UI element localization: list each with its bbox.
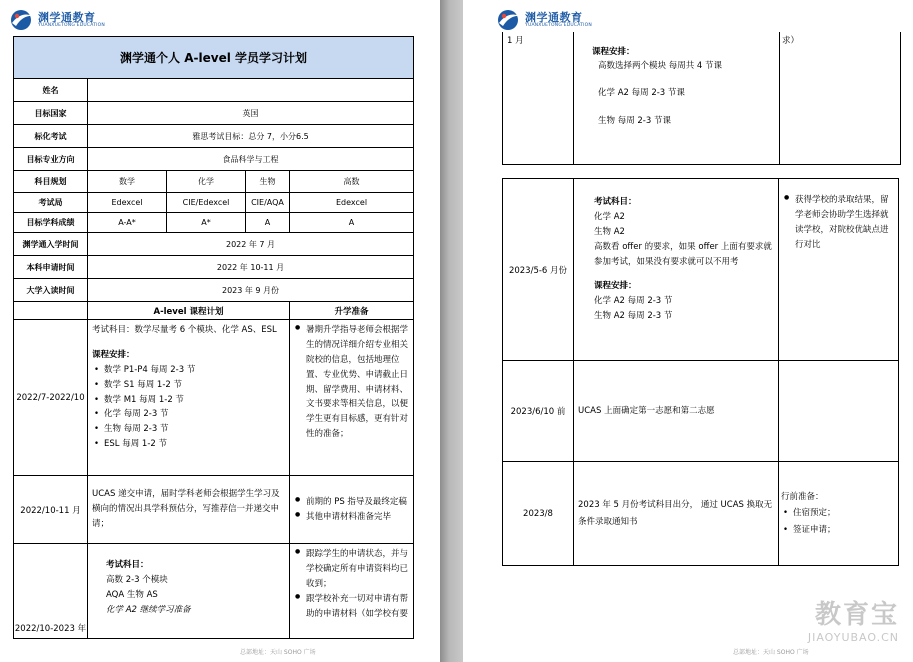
period-date: 2023/8 [503, 462, 574, 566]
info-label-name: 姓名 [14, 79, 88, 102]
course-plan-header: A-level 课程计划 [88, 302, 290, 320]
list-item: 化学 A2 每周 2-3 节 [594, 296, 673, 307]
period-date: 2022/10-11 月 [14, 476, 88, 544]
info-value-standard-test: 雅思考试目标：总分 7，小分6.5 [88, 125, 414, 148]
period-course-plan [574, 32, 780, 164]
brand-name: 渊学通教育 [38, 10, 96, 24]
watermark [808, 594, 899, 644]
study-plan-table-continued [502, 178, 899, 566]
period-admission-prep: 求） [780, 32, 901, 164]
list-item: 化学 A2 每周 2-3 节课 [598, 88, 685, 99]
watermark-cn: 教育宝 [814, 600, 899, 630]
offer-note: 高数看 offer 的要求，如果 offer 上面有要求就参加考试，如果没有要求就可以不用考 [594, 241, 772, 267]
period-date: 2023/5-6 月份 [503, 179, 574, 361]
period-date: 1 月 [503, 32, 574, 164]
prep-title: 行前准备： [781, 492, 824, 503]
study-plan-table [13, 36, 414, 639]
section-spacer [14, 302, 88, 320]
exam-board-label: 考试局 [14, 193, 88, 213]
list-item: 高数 2-3 个模块 [106, 574, 168, 585]
list-item: ● 跟踪学生的申请状态，并与学校确定所有申请资料均已收到； [294, 547, 409, 592]
period-date: 2023/6/10 前 [503, 361, 574, 462]
info-value-name [88, 79, 414, 102]
period-course-plan: 2023 年 5 月份考试科目出分， 通过 UCAS 换取无条件录取通知书 [574, 462, 779, 566]
exam-board-cell: CIE/Edexcel [167, 193, 246, 213]
period-admission-prep [779, 462, 899, 566]
target-grade-cell: A [290, 213, 414, 233]
brand-name: 渊学通教育 [525, 10, 583, 24]
target-grade-cell: A-A* [88, 213, 167, 233]
exam-title: 考试科目： [106, 560, 149, 570]
page-gutter [440, 0, 463, 662]
date-value-enrolment: 2022 年 7 月 [88, 233, 414, 256]
list-item: 化学 A2 继续学习准备 [106, 604, 191, 615]
list-item: • ESL 每周 1-2 节 [92, 437, 285, 452]
list-item: • 住宿预定； [781, 505, 894, 521]
list-item: ● 暑期升学指导老师会根据学生的情况详细介绍专业相关院校的信息，包括地理位置、专业优势、申请截止日期、留学费用、申请材料、文书要求等相关信息，以便学生更有目标感，更有针对性的准备； [294, 323, 409, 442]
exam-title: 考试科目： [594, 197, 637, 207]
brand-logo-icon [8, 8, 35, 32]
list-item: 高数选择两个模块 每周共 4 节课 [598, 60, 723, 71]
list-item: 生物 A2 [594, 226, 625, 237]
info-value-target-country: 英国 [88, 102, 414, 125]
period-admission-prep [779, 361, 899, 462]
period-admission-prep [290, 476, 414, 544]
list-item: ● 前期的 PS 指导及最终定稿 [294, 495, 409, 510]
list-item: ● 跟学校补充一切对申请有帮助的申请材料（如学校有要 [294, 592, 409, 622]
exam-board-cell: CIE/AQA [246, 193, 290, 213]
info-label-target-major: 目标专业方向 [14, 148, 88, 171]
period-course-plan [574, 179, 779, 361]
subject-cell: 高数 [290, 171, 414, 193]
brand-logo [495, 8, 592, 32]
period-course-plan [88, 320, 290, 476]
admission-prep-header: 升学准备 [290, 302, 414, 320]
watermark-en: JIAOYUBAO.CN [807, 631, 899, 644]
subject-cell: 生物 [246, 171, 290, 193]
info-label-target-country: 目标国家 [14, 102, 88, 125]
course-list [92, 363, 285, 452]
brand-logo-icon [495, 8, 522, 32]
period-date: 2022/7-2022/10 [14, 320, 88, 476]
list-item: ● 获得学校的录取结果，留学老师会协助学生选择就读学校，对院校优缺点进行对比 [783, 193, 894, 253]
schedule-title: 课程安排： [592, 47, 635, 57]
exam-board-cell: Edexcel [88, 193, 167, 213]
document-page-right [463, 0, 913, 662]
list-item: 生物 A2 每周 2-3 节 [594, 311, 673, 322]
list-item: 化学 A2 [594, 211, 625, 222]
brand-logo [8, 8, 105, 32]
list-item: • 签证申请； [781, 522, 894, 538]
date-label-enrolment: 渊学通入学时间 [14, 233, 88, 256]
schedule-title: 课程安排： [92, 349, 135, 360]
period-admission-prep [779, 179, 899, 361]
list-item: • 化学 每周 2-3 节 [92, 407, 285, 422]
subject-plan-label: 科目规划 [14, 171, 88, 193]
info-label-standard-test: 标化考试 [14, 125, 88, 148]
exam-subjects: 考试科目：数学尽量考 6 个模块、化学 AS、ESL [92, 325, 277, 335]
period-date: 2022/10-2023 年 [14, 544, 88, 639]
period-course-plan [88, 544, 290, 639]
document-page-left [0, 0, 440, 662]
brand-name-en: YUANXUETONG EDUCATION [525, 22, 592, 28]
period-course-plan: UCAS 上面确定第一志愿和第二志愿 [574, 361, 779, 462]
target-grade-cell: A* [167, 213, 246, 233]
info-value-target-major: 食品科学与工程 [88, 148, 414, 171]
date-label-application: 本科申请时间 [14, 256, 88, 279]
list-item: • 数学 M1 每周 1-2 节 [92, 393, 285, 408]
list-item: 生物 每周 2-3 节课 [598, 115, 671, 126]
target-grade-cell: A [246, 213, 290, 233]
date-label-university-start: 大学入读时间 [14, 279, 88, 302]
page-footer: 总部地址：天山 SOHO 广场 [733, 649, 809, 656]
period-admission-prep [290, 320, 414, 476]
list-item: • 数学 S1 每周 1-2 节 [92, 378, 285, 393]
page-footer: 总部地址：天山 SOHO 广场 [240, 649, 316, 656]
list-item: • 数学 P1-P4 每周 2-3 节 [92, 363, 285, 378]
list-item: AQA 生物 AS [106, 589, 158, 600]
brand-name-en: YUANXUETONG EDUCATION [38, 22, 105, 28]
date-value-application: 2022 年 10-11 月 [88, 256, 414, 279]
exam-board-cell: Edexcel [290, 193, 414, 213]
period-admission-prep [290, 544, 414, 639]
schedule-title: 课程安排： [594, 281, 637, 292]
subject-cell: 数学 [88, 171, 167, 193]
period-course-plan: UCAS 递交申请，届时学科老师会根据学生学习及横向的情况出具学科预估分，写推荐信一并递交申请； [88, 476, 290, 544]
target-grade-label: 目标学科成绩 [14, 213, 88, 233]
list-item: ● 其他申请材料准备完毕 [294, 510, 409, 525]
plan-title: 渊学通个人 A-level 学员学习计划 [14, 37, 414, 79]
list-item: • 生物 每周 2-3 节 [92, 422, 285, 437]
continuation-table [502, 32, 901, 165]
date-value-university-start: 2023 年 9 月份 [88, 279, 414, 302]
subject-cell: 化学 [167, 171, 246, 193]
